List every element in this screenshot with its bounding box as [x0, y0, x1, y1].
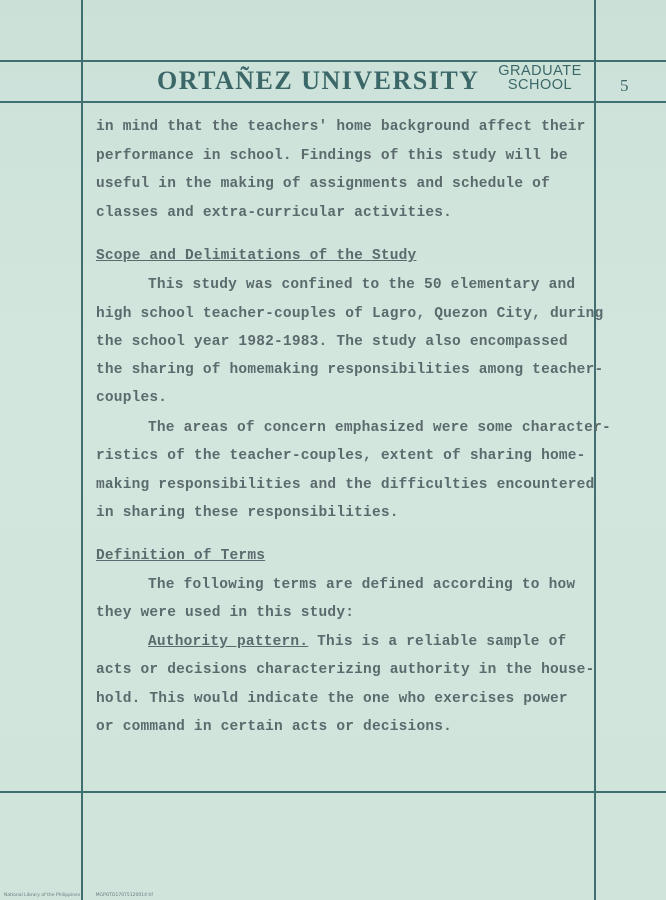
- footer-library: National Library of the Philippines: [4, 893, 81, 898]
- text-line: the school year 1982-1983. The study also encompassed: [96, 334, 568, 350]
- university-name: ORTAÑEZ UNIVERSITY: [157, 66, 480, 95]
- graduate-school-label: [490, 64, 590, 92]
- school-label: SCHOOL: [507, 77, 573, 93]
- text-line: high school teacher-couples of Lagro, Quezon City, during: [96, 306, 604, 322]
- text-line: This is a reliable sample of: [317, 634, 567, 650]
- text-line: performance in school. Findings of this study will be: [96, 148, 568, 164]
- scan-footer: [4, 893, 153, 898]
- text-line: in sharing these responsibilities.: [96, 505, 399, 521]
- scope-heading: Scope and Delimitations of the Study: [96, 248, 417, 264]
- text-line: ristics of the teacher-couples, extent of sharing home-: [96, 448, 586, 464]
- header-top-rule: [0, 60, 666, 62]
- header-bottom-rule: [0, 101, 666, 103]
- text-line: The areas of concern emphasized were some character-: [148, 420, 611, 436]
- text-line: useful in the making of assignments and schedule of: [96, 176, 550, 192]
- text-line: or command in certain acts or decisions.: [96, 719, 453, 735]
- text-line: hold. This would indicate the one who exercises power: [96, 691, 568, 707]
- footer-top-rule: [0, 791, 666, 793]
- definition-line: [148, 634, 566, 650]
- text-line: making responsibilities and the difficulties encountered: [96, 477, 595, 493]
- right-margin-rule: [594, 0, 596, 900]
- footer-filename: MGPOTD17075120014 tif: [95, 893, 153, 898]
- definition-heading: Definition of Terms: [96, 548, 266, 564]
- text-line: they were used in this study:: [96, 605, 355, 621]
- text-line: This study was confined to the 50 elementary and: [148, 277, 576, 293]
- page-number: 5: [620, 76, 629, 95]
- text-line: in mind that the teachers' home background affect their: [96, 119, 586, 135]
- text-line: The following terms are defined according to how: [148, 577, 576, 593]
- text-line: couples.: [96, 390, 168, 406]
- text-line: acts or decisions characterizing authority in the house-: [96, 662, 595, 678]
- text-line: classes and extra-curricular activities.: [96, 205, 453, 221]
- graduate-label: GRADUATE: [498, 63, 582, 79]
- text-line: the sharing of homemaking responsibilities among teacher-: [96, 362, 604, 378]
- term-authority-pattern: Authority pattern.: [148, 634, 309, 650]
- left-margin-rule: [81, 0, 83, 900]
